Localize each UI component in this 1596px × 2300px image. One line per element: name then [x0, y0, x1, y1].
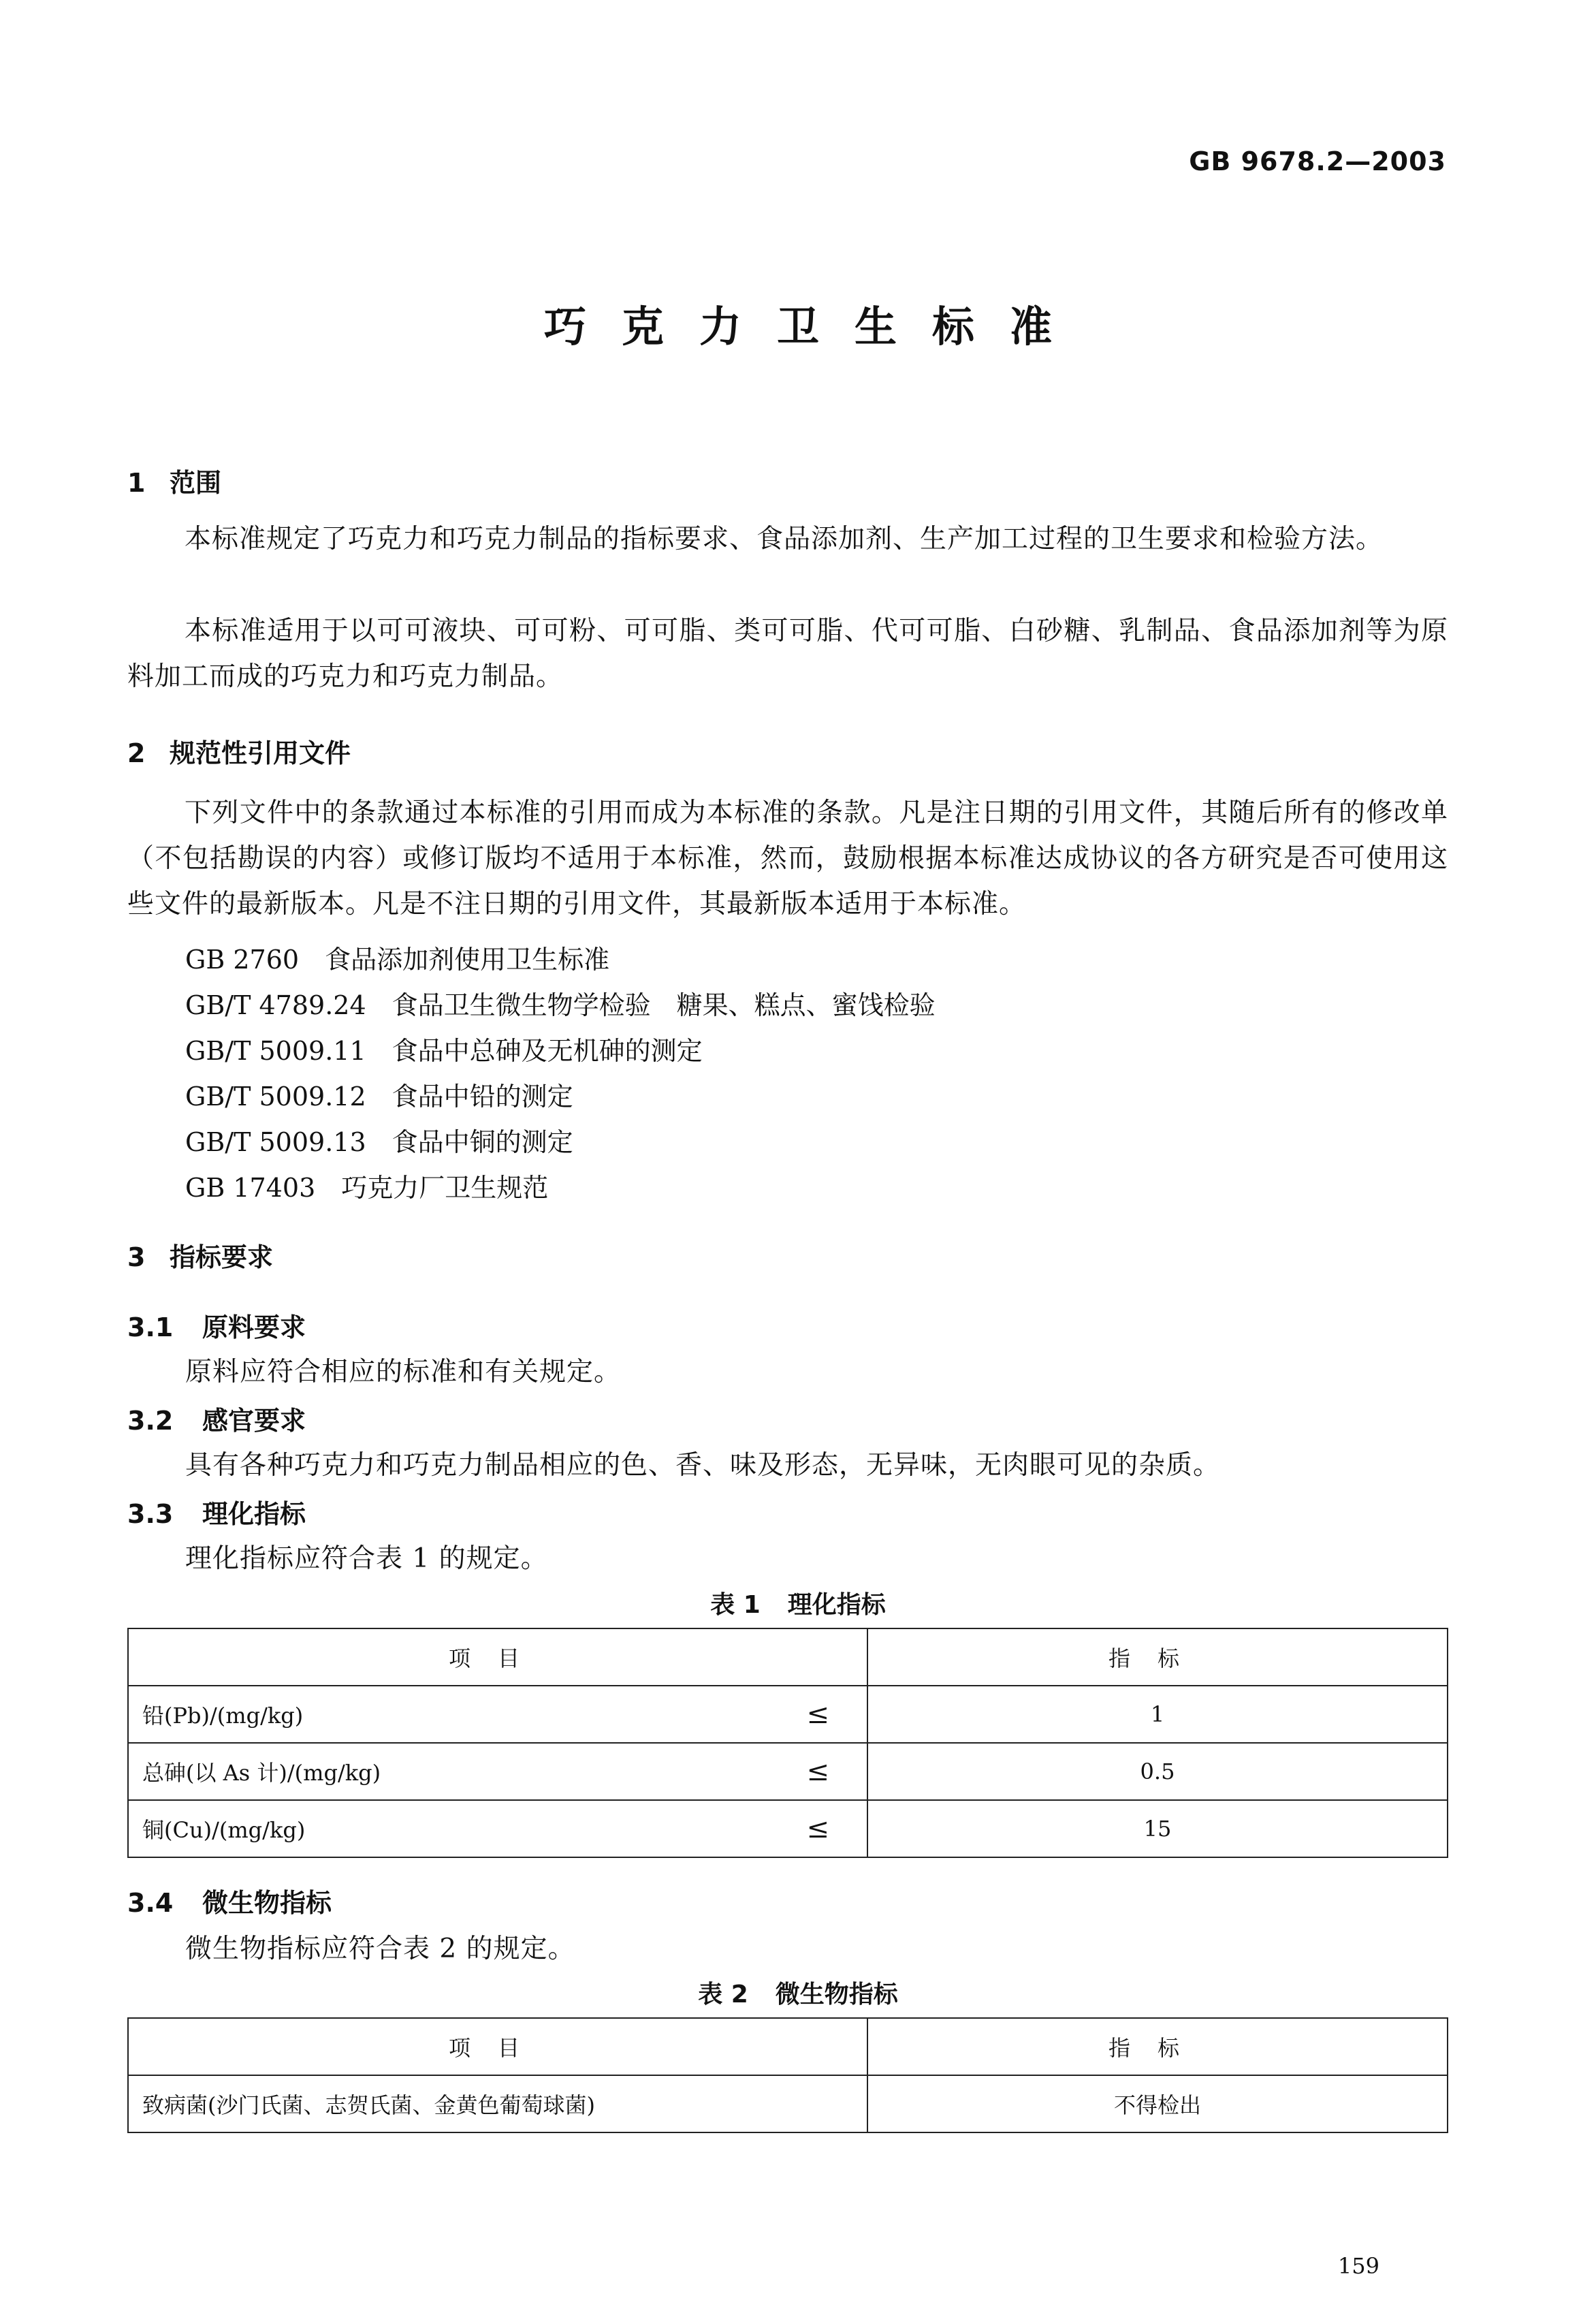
reference-code: GB/T 5009.12 — [185, 1082, 366, 1112]
reference-item — [185, 1075, 573, 1113]
le-symbol: ≤ — [806, 1699, 829, 1730]
subsection-text: 具有各种巧克力和巧克力制品相应的色、香、味及形态，无异味，无肉眼可见的杂质。 — [185, 1450, 1221, 1481]
section-3-heading — [127, 1236, 273, 1274]
reference-code: GB/T 5009.11 — [185, 1036, 366, 1066]
row-item — [128, 1800, 867, 1857]
table-2-caption — [0, 1975, 1596, 2010]
table-row — [128, 2075, 1448, 2132]
reference-code: GB/T 4789.24 — [185, 990, 366, 1020]
row-value: 1 — [867, 1686, 1448, 1743]
row-item — [128, 1686, 867, 1743]
header-value: 指标 — [867, 2018, 1448, 2075]
row-value: 15 — [867, 1800, 1448, 1857]
row-value: 不得检出 — [867, 2075, 1448, 2132]
reference-code: GB 2760 — [185, 945, 300, 975]
reference-item — [185, 1167, 548, 1204]
reference-item — [185, 939, 609, 976]
subsection-title: 理化指标 — [202, 1499, 306, 1529]
section-number: 1 — [127, 468, 146, 498]
table-header-row — [128, 2018, 1448, 2075]
section-number: 3 — [127, 1242, 146, 1272]
subsection-number: 3.1 — [127, 1312, 174, 1342]
header-value: 指标 — [867, 1628, 1448, 1686]
header-item: 项目 — [128, 2018, 867, 2075]
section-1-heading — [127, 462, 221, 499]
table-row — [128, 1686, 1448, 1743]
le-symbol: ≤ — [806, 1813, 829, 1844]
section-2-heading — [127, 732, 351, 770]
subsection-3-3-heading — [127, 1493, 306, 1530]
section-number: 2 — [127, 738, 146, 768]
table-title: 理化指标 — [787, 1591, 886, 1619]
table-label: 表 2 — [698, 1981, 748, 2008]
paragraph: 本标准规定了巧克力和巧克力制品的指标要求、食品添加剂、生产加工过程的卫生要求和检验方法。 — [185, 524, 1384, 554]
table-1 — [127, 1628, 1448, 1858]
table-2 — [127, 2017, 1448, 2133]
subsection-title: 原料要求 — [202, 1312, 306, 1342]
reference-name: 食品添加剂使用卫生标准 — [325, 945, 610, 975]
subsection-title: 微生物指标 — [202, 1888, 332, 1918]
row-item — [128, 1743, 867, 1800]
item-label: 铅(Pb)/(mg/kg) — [142, 1703, 304, 1729]
subsection-text: 原料应符合相应的标准和有关规定。 — [185, 1357, 622, 1387]
header-item: 项目 — [128, 1628, 867, 1686]
table-row — [128, 1743, 1448, 1800]
le-symbol: ≤ — [806, 1756, 829, 1787]
paragraph: 本标准适用于以可可液块、可可粉、可可脂、类可可脂、代可可脂、白砂糖、乳制品、食品添加剂等为原料加工而成的巧克力和巧克力制品。 — [127, 616, 1448, 692]
row-value: 0.5 — [867, 1743, 1448, 1800]
table-1-caption — [0, 1586, 1596, 1620]
section-title: 指标要求 — [170, 1242, 274, 1272]
reference-item — [185, 984, 936, 1022]
table-header-row — [128, 1628, 1448, 1686]
page-number: 159 — [1337, 2253, 1379, 2279]
reference-item — [185, 1030, 703, 1067]
section-title: 规范性引用文件 — [170, 738, 351, 768]
document-title: 巧克力卫生标准 — [543, 302, 1087, 351]
subsection-3-2-heading — [127, 1400, 306, 1437]
table-label: 表 1 — [710, 1591, 761, 1619]
reference-name: 食品中总砷及无机砷的测定 — [392, 1036, 703, 1066]
row-item: 致病菌(沙门氏菌、志贺氏菌、金黄色葡萄球菌) — [128, 2075, 867, 2132]
subsection-3-4-heading — [127, 1882, 332, 1919]
reference-name: 食品卫生微生物学检验 糖果、糕点、蜜饯检验 — [392, 990, 936, 1020]
section-title: 范围 — [170, 468, 222, 498]
subsection-number: 3.2 — [127, 1406, 174, 1436]
standard-code: GB 9678.2—2003 — [1189, 146, 1446, 176]
subsection-title: 感官要求 — [202, 1406, 306, 1436]
reference-code: GB/T 5009.13 — [185, 1127, 366, 1157]
reference-name: 食品中铜的测定 — [392, 1127, 573, 1157]
subsection-text: 微生物指标应符合表 2 的规定。 — [185, 1934, 575, 1964]
subsection-text: 理化指标应符合表 1 的规定。 — [185, 1543, 548, 1574]
subsection-number: 3.3 — [127, 1499, 174, 1529]
reference-name: 食品中铅的测定 — [392, 1082, 573, 1112]
paragraph: 下列文件中的条款通过本标准的引用而成为本标准的条款。凡是注日期的引用文件，其随后所有的修改单（不包括勘误的内容）或修订版均不适用于本标准，然而，鼓励根据本标准达成协议的各方研究是否可使用这些文件的最新版本。凡是不注日期的引用文件，其最新版本适用于本标准。 — [127, 798, 1448, 919]
item-label: 总砷(以 As 计)/(mg/kg) — [142, 1760, 381, 1786]
table-title: 微生物指标 — [775, 1981, 898, 2008]
item-label: 铜(Cu)/(mg/kg) — [142, 1817, 306, 1843]
reference-code: GB 17403 — [185, 1173, 316, 1203]
subsection-3-1-heading — [127, 1306, 306, 1344]
reference-item — [185, 1121, 573, 1159]
reference-name: 巧克力厂卫生规范 — [341, 1173, 549, 1203]
subsection-number: 3.4 — [127, 1888, 174, 1918]
table-row — [128, 1800, 1448, 1857]
